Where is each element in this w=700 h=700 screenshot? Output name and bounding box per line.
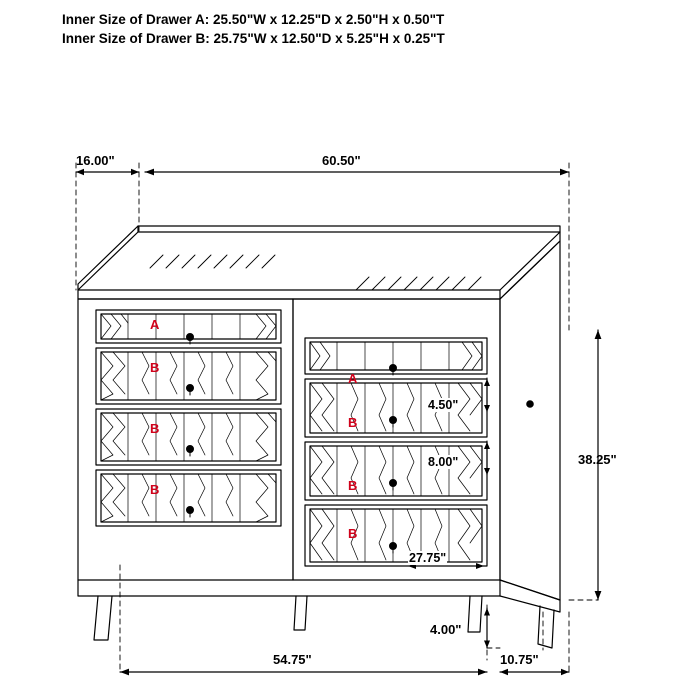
drawer-label-right-2: B [348,415,358,430]
drawer-label-left-1: A [150,317,160,332]
dimension-width-bottom: 54.75" [273,652,312,667]
drawer-label-right-4: B [348,526,358,541]
dimension-width-top: 60.50" [322,153,361,168]
dimension-leg-height: 4.00" [430,622,462,637]
drawer-label-left-4: B [150,482,160,497]
dimension-depth-top: 16.00" [76,153,115,168]
callout-drawer-b-height: 8.00" [428,455,459,469]
drawer-label-right-1: A [348,371,358,386]
callout-drawer-a-height: 4.50" [428,398,459,412]
header-line-drawer-b: Inner Size of Drawer B: 25.75"W x 12.50"D x 5.25"H x 0.25"T [62,31,445,46]
dimension-height-right: 38.25" [578,452,617,467]
dimension-depth-bottom: 10.75" [500,652,539,667]
drawer-label-right-3: B [348,478,358,493]
drawer-label-left-3: B [150,421,160,436]
callout-drawer-width: 27.75" [409,551,447,565]
header-line-drawer-a: Inner Size of Drawer A: 25.50"W x 12.25"D x 2.50"H x 0.50"T [62,12,445,27]
drawer-label-left-2: B [150,360,160,375]
